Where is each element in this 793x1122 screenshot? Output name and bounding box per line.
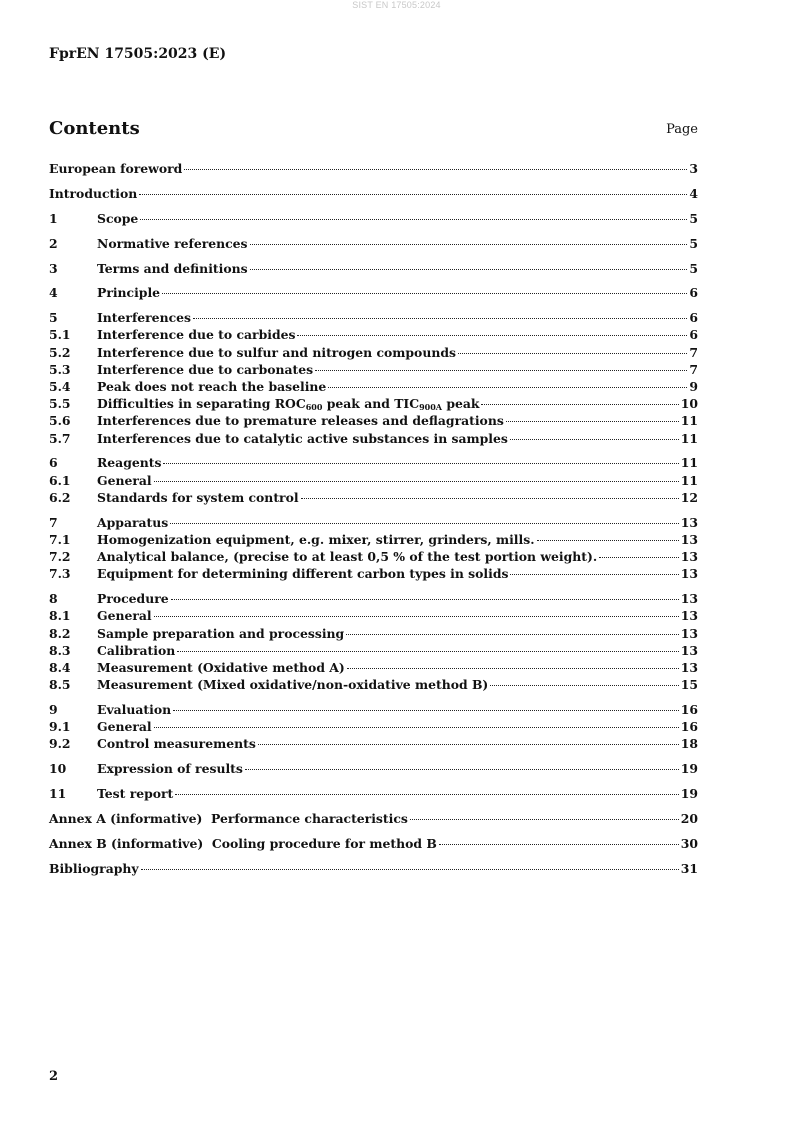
toc-entry-number: 7.1	[49, 531, 71, 547]
toc-entry-title: Procedure	[97, 591, 169, 607]
toc-entry[interactable]	[49, 412, 698, 429]
toc-entry[interactable]	[49, 472, 698, 489]
toc-entry-title: Standards for system control	[97, 489, 299, 505]
toc-entry[interactable]	[49, 210, 698, 227]
toc-entry-page: 9	[689, 379, 698, 394]
toc-entry[interactable]	[49, 284, 698, 301]
toc-entry[interactable]	[49, 810, 698, 827]
toc-entry-page: 7	[689, 361, 698, 377]
toc-leader	[184, 169, 687, 170]
toc-entry-title: Test report	[97, 786, 174, 802]
toc-entry[interactable]	[49, 785, 698, 802]
toc-entry[interactable]	[49, 326, 698, 343]
toc-entry-title: Interference due to sulfur and nitrogen compounds	[97, 344, 456, 360]
toc-entry-title: Introduction	[49, 185, 138, 201]
toc-entry[interactable]	[49, 185, 698, 202]
toc-entry-number: 5.4	[49, 379, 71, 394]
page-number: 2	[49, 1069, 59, 1084]
toc-leader	[346, 634, 679, 635]
toc-entry[interactable]	[49, 760, 698, 777]
watermark: SIST EN 17505:2024	[352, 0, 441, 10]
toc-entry[interactable]	[49, 395, 698, 412]
toc-entry-page: 15	[680, 677, 698, 693]
toc-entry[interactable]	[49, 548, 698, 565]
toc-entry-page: 12	[680, 489, 698, 505]
toc-leader	[139, 194, 687, 195]
toc-entry-title: Control measurements	[97, 736, 256, 752]
toc-entry-number: 11	[49, 786, 67, 802]
toc-leader	[297, 335, 687, 336]
toc-entry-number: 5	[49, 310, 58, 326]
toc-entry-number: 8.2	[49, 625, 71, 641]
contents-title: Contents	[49, 118, 140, 139]
toc-leader	[162, 293, 687, 294]
toc-leader	[250, 244, 688, 245]
toc-entry-title: General	[97, 719, 152, 735]
toc-entry-title: Sample preparation and processing	[97, 625, 345, 641]
toc-entry-number: 7.2	[49, 549, 71, 565]
toc-entry-number: 5.6	[49, 413, 71, 429]
toc-entry-number: 8.4	[49, 659, 71, 675]
toc-entry-title: Annex B (informative) Cooling procedure for method B	[49, 835, 437, 851]
toc-entry[interactable]	[49, 625, 698, 642]
toc-entry[interactable]	[49, 565, 698, 582]
toc-entry-title: Analytical balance, (precise to at least 0,5 % of the test portion weight).	[97, 549, 598, 565]
toc-entry-page: 13	[680, 608, 698, 624]
toc-entry-page: 6	[689, 285, 698, 301]
toc-entry-page: 11	[680, 413, 698, 429]
toc-leader	[537, 540, 679, 541]
toc-entry[interactable]	[49, 835, 698, 852]
toc-leader	[175, 794, 678, 795]
toc-entry-title: European foreword	[49, 161, 183, 176]
toc-entry-page: 13	[680, 549, 698, 565]
toc-entry[interactable]	[49, 260, 698, 277]
toc-entry-page: 5	[689, 235, 698, 251]
toc-entry-number: 5.7	[49, 430, 71, 446]
toc-entry-title: Interference due to carbonates	[97, 361, 314, 377]
toc-entry-number: 4	[49, 285, 58, 301]
toc-entry-number: 5.3	[49, 361, 71, 377]
toc-entry-title: Interferences due to catalytic active substances in samples	[97, 430, 508, 446]
toc-entry-number: 8.5	[49, 677, 71, 693]
toc-entry-page: 13	[680, 659, 698, 675]
table-of-contents	[49, 160, 698, 877]
toc-leader	[410, 819, 679, 820]
toc-leader	[141, 869, 679, 870]
toc-entry[interactable]	[49, 590, 698, 607]
toc-entry-title: Expression of results	[97, 761, 243, 777]
toc-leader	[154, 727, 679, 728]
toc-leader	[245, 769, 679, 770]
toc-leader	[347, 668, 679, 669]
toc-leader	[599, 557, 679, 558]
toc-entry-page: 11	[680, 430, 698, 446]
toc-entry-page: 6	[689, 310, 698, 326]
toc-entry[interactable]	[49, 454, 698, 471]
toc-entry-page: 16	[680, 719, 698, 735]
toc-entry-page: 11	[680, 455, 698, 471]
toc-entry[interactable]	[49, 701, 698, 718]
toc-entry[interactable]	[49, 361, 698, 378]
toc-entry-number: 6	[49, 455, 58, 471]
toc-entry-title: Difficulties in separating $ROC_{600}$ peak and $TIC_{900A}$ peak	[97, 396, 480, 413]
toc-leader	[250, 269, 688, 270]
toc-entry-page: 5	[689, 260, 698, 276]
toc-entry-number: 3	[49, 260, 58, 276]
toc-entry-page: 18	[680, 736, 698, 752]
toc-entry-page: 19	[680, 761, 698, 777]
toc-leader	[490, 685, 678, 686]
toc-entry-page: 6	[689, 327, 698, 343]
toc-entry-page: 10	[680, 396, 698, 412]
toc-leader	[171, 599, 679, 600]
toc-entry-number: 10	[49, 761, 67, 777]
toc-entry-title: Evaluation	[97, 701, 172, 717]
toc-leader	[506, 421, 679, 422]
toc-entry-title: General	[97, 608, 152, 624]
toc-entry-title: Interference due to carbides	[97, 327, 296, 343]
toc-entry[interactable]	[49, 378, 698, 395]
toc-entry-page: 3	[689, 161, 698, 176]
toc-entry-title: Homogenization equipment, e.g. mixer, stirrer, grinders, mills.	[97, 531, 535, 547]
toc-leader	[173, 710, 679, 711]
toc-entry-title: Measurement (Mixed oxidative/non-oxidative method B)	[97, 677, 489, 693]
toc-entry-title: Normative references	[97, 235, 248, 251]
toc-entry-number: 8	[49, 591, 58, 607]
toc-entry-page: 13	[680, 566, 698, 582]
toc-entry-page: 19	[680, 786, 698, 802]
toc-entry[interactable]	[49, 160, 698, 177]
toc-entry-page: 13	[680, 591, 698, 607]
toc-entry-title: Peak does not reach the baseline	[97, 379, 327, 394]
toc-entry-title: Terms and definitions	[97, 260, 248, 276]
toc-entry-page: 13	[680, 642, 698, 658]
toc-leader	[510, 439, 679, 440]
toc-entry-number: 9.1	[49, 719, 71, 735]
toc-entry[interactable]	[49, 309, 698, 326]
toc-entry[interactable]	[49, 344, 698, 361]
toc-leader	[170, 523, 679, 524]
toc-leader	[315, 370, 687, 371]
toc-entry-title: Annex A (informative) Performance characteristics	[49, 810, 408, 826]
toc-entry-page: 4	[689, 185, 698, 201]
toc-entry-number: 7	[49, 514, 58, 530]
toc-entry-number: 9	[49, 701, 58, 717]
toc-entry-title: Apparatus	[97, 514, 169, 530]
toc-entry-page: 13	[680, 625, 698, 641]
toc-leader	[258, 744, 679, 745]
page-column-label: Page	[666, 122, 698, 137]
toc-entry[interactable]	[49, 642, 698, 659]
toc-entry[interactable]	[49, 489, 698, 506]
toc-entry-page: 31	[680, 860, 698, 876]
toc-leader	[163, 463, 678, 464]
toc-entry[interactable]	[49, 676, 698, 693]
toc-entry-title: Equipment for determining different carbon types in solids	[97, 566, 509, 582]
toc-leader	[193, 318, 687, 319]
toc-entry-page: 30	[680, 835, 698, 851]
toc-entry-page: 13	[680, 514, 698, 530]
toc-entry-number: 9.2	[49, 736, 71, 752]
toc-entry-number: 6.1	[49, 472, 71, 488]
toc-leader	[154, 616, 679, 617]
toc-entry-title: Calibration	[97, 642, 176, 658]
toc-entry-number: 2	[49, 235, 58, 251]
toc-leader	[301, 498, 679, 499]
toc-entry-title: General	[97, 472, 152, 488]
toc-leader	[154, 481, 679, 482]
toc-leader	[328, 387, 687, 388]
toc-leader	[481, 404, 678, 405]
toc-entry-title: Interferences due to premature releases and deflagrations	[97, 413, 504, 429]
toc-entry[interactable]	[49, 514, 698, 531]
toc-entry-number: 5.1	[49, 327, 71, 343]
toc-entry-page: 20	[680, 810, 698, 826]
toc-entry-number: 8.3	[49, 642, 71, 658]
toc-entry-page: 13	[680, 531, 698, 547]
document-id: FprEN 17505:2023 (E)	[49, 46, 227, 62]
toc-leader	[510, 574, 678, 575]
toc-entry-number: 6.2	[49, 489, 71, 505]
toc-entry-title: Principle	[97, 285, 161, 301]
toc-entry-title: Interferences	[97, 310, 191, 326]
toc-entry[interactable]	[49, 430, 698, 447]
toc-entry[interactable]	[49, 607, 698, 624]
toc-entry[interactable]	[49, 659, 698, 676]
toc-entry[interactable]	[49, 235, 698, 252]
toc-entry[interactable]	[49, 735, 698, 752]
toc-entry-page: 11	[680, 472, 698, 488]
toc-entry-title: Bibliography	[49, 860, 139, 876]
toc-entry-number: 5.5	[49, 396, 71, 412]
toc-entry-number: 7.3	[49, 566, 71, 582]
toc-leader	[177, 651, 679, 652]
toc-leader	[439, 844, 679, 845]
toc-entry-page: 7	[689, 344, 698, 360]
toc-leader	[140, 219, 687, 220]
toc-entry[interactable]	[49, 531, 698, 548]
toc-entry-number: 1	[49, 210, 58, 226]
toc-entry-number: 5.2	[49, 344, 71, 360]
toc-entry[interactable]	[49, 860, 698, 877]
toc-entry-title: Reagents	[97, 455, 162, 471]
toc-entry-title: Scope	[97, 210, 139, 226]
toc-entry-page: 16	[680, 701, 698, 717]
toc-leader	[458, 353, 687, 354]
toc-entry[interactable]	[49, 718, 698, 735]
toc-entry-number: 8.1	[49, 608, 71, 624]
toc-entry-page: 5	[689, 210, 698, 226]
toc-entry-title: Measurement (Oxidative method A)	[97, 659, 345, 675]
